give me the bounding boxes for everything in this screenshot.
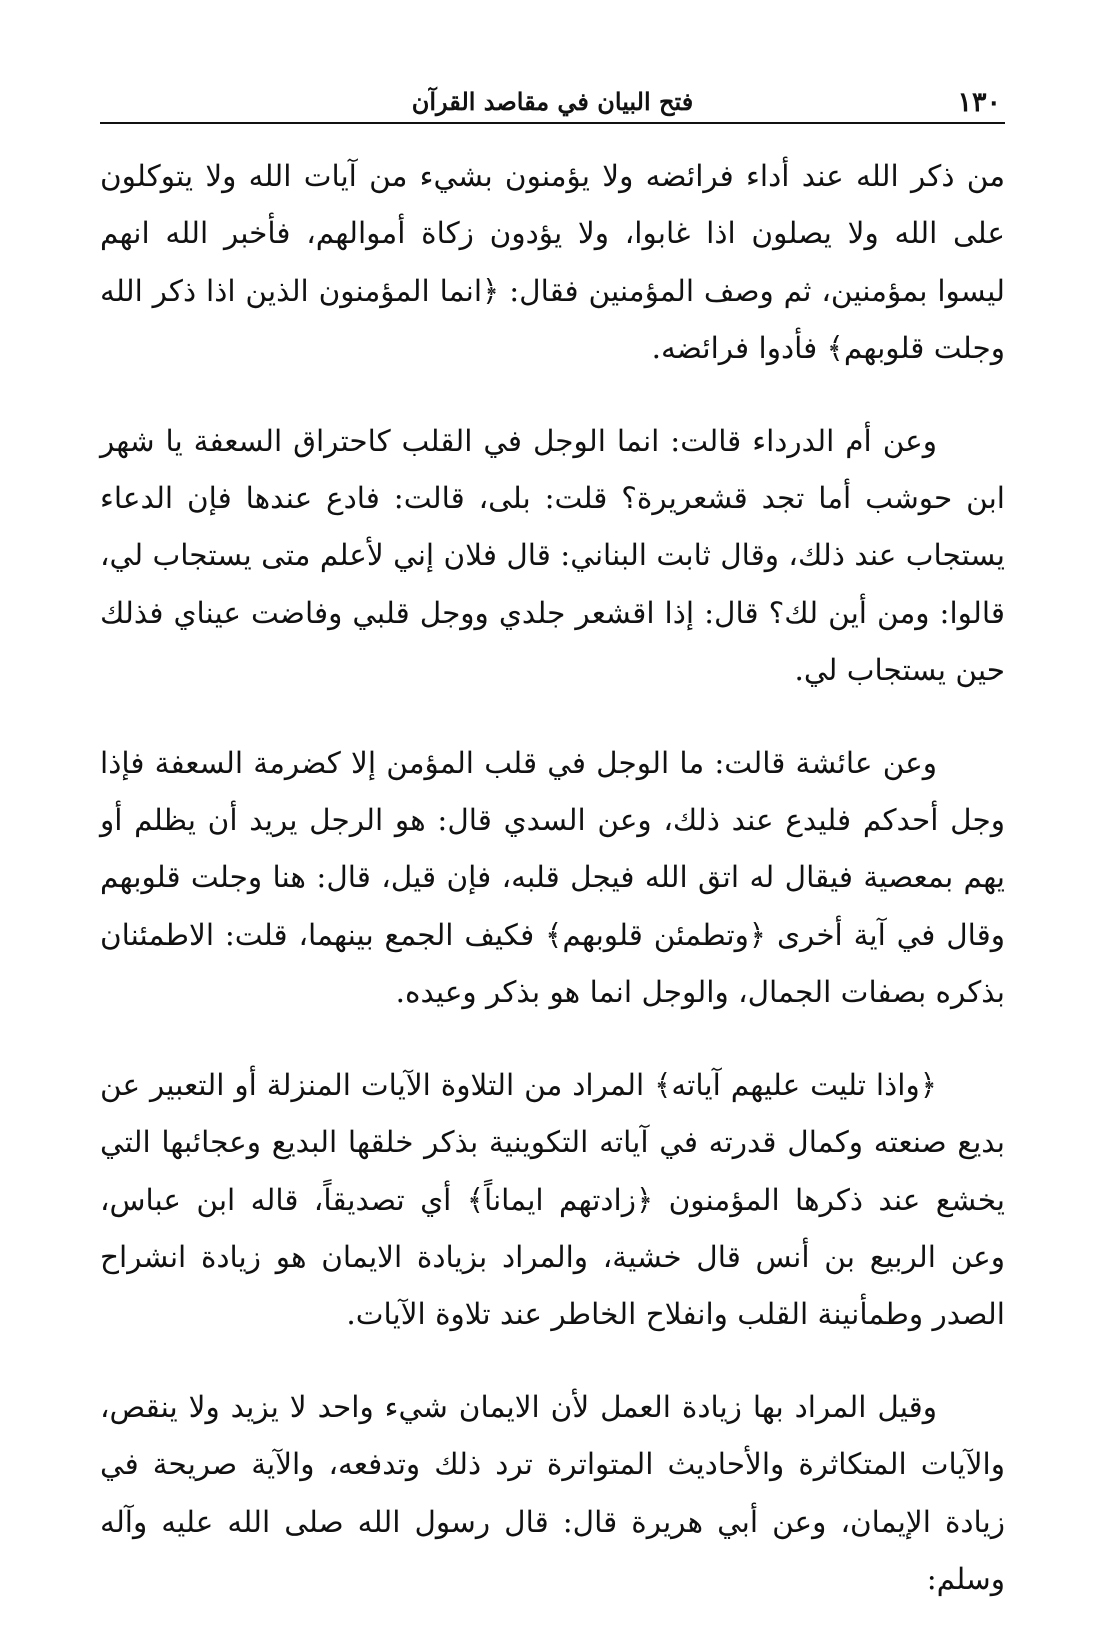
paragraph-5: وقيل المراد بها زيادة العمل لأن الايمان شيء واحد لا يزيد ولا ينقص، والآيات المتكاثرة والأحاديث المتواترة ترد ذلك وتدفعه، والآية صريحة في زيادة الإيمان، وعن أبي هريرة قال: قال رسول الله صلى الله عليه وآله وسلم:	[100, 1389, 1005, 1596]
paragraph-4: ﴿واذا تليت عليهم آياته﴾ المراد من التلاوة الآيات المنزلة أو التعبير عن بديع صنعته وكمال قدرته في آياته التكوينية بذكر خلقها البديع وعجائبها التي يخشع عند ذكرها المؤمنون ﴿زادتهم ايماناً﴾ أي تصديقاً، قاله ابن عباس، وعن الربيع بن أنس قال خشية، والمراد بزيادة الايمان هو زيادة انشراح الصدر وطمأنينة القلب وانفلاح الخاطر عند تلاوة الآيات.	[100, 1067, 1005, 1332]
page-number: ١٣٠	[957, 87, 1001, 118]
book-title: فتح البيان في مقاصد القرآن	[411, 87, 694, 116]
paragraph-2: وعن أم الدرداء قالت: انما الوجل في القلب كاحتراق السعفة يا شهر ابن حوشب أما تجد قشعريرة؟ قلت: بلى، قالت: فادع عندها فإن الدعاء يستجاب عند ذلك، وقال ثابت البناني: قال فلان إني لأعلم متى يستجاب لي، قالوا: ومن أين لك؟ قال: إذا اقشعر جلدي ووجل قلبي وفاضت عيناي فذلك حين يستجاب لي.	[100, 423, 1005, 688]
paragraph-3: وعن عائشة قالت: ما الوجل في قلب المؤمن إلا كضرمة السعفة فإذا وجل أحدكم فليدع عند ذلك، وعن السدي قال: هو الرجل يريد أن يظلم أو يهم بمعصية فيقال له اتق الله فيجل قلبه، فإن قيل، قال: هنا وجلت قلوبهم وقال في آية أخرى ﴿وتطمئن قلوبهم﴾ فكيف الجمع بينهما، قلت: الاطمئنان بذكره بصفات الجمال، والوجل انما هو بذكر وعيده.	[100, 745, 1005, 1010]
running-header	[100, 78, 1005, 124]
paragraph-1: من ذكر الله عند أداء فرائضه ولا يؤمنون بشيء من آيات الله ولا يتوكلون على الله ولا يصلون اذا غابوا، ولا يؤدون زكاة أموالهم، فأخبر الله انهم ليسوا بمؤمنين، ثم وصف المؤمنين فقال: ﴿انما المؤمنون الذين اذا ذكر الله وجلت قلوبهم﴾ فأدوا فرائضه.	[100, 159, 1005, 366]
body-text	[100, 148, 1005, 1643]
